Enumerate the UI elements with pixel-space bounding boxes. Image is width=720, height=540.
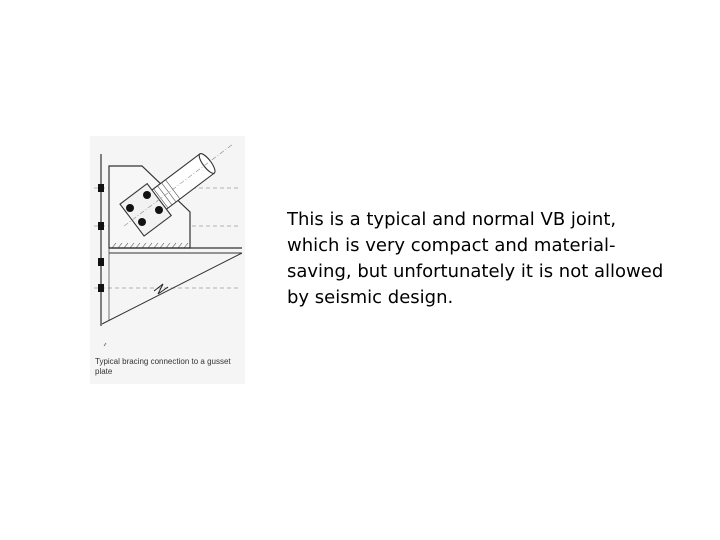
bracing-connection-figure — [90, 136, 245, 384]
gusset-plate-drawing — [90, 136, 245, 384]
break-line-icon — [154, 284, 168, 294]
beam-diagonal — [102, 253, 242, 324]
tick-mark — [104, 343, 106, 346]
figure-caption: Typical bracing connection to a gusset plate — [95, 357, 231, 376]
slide-body-text: This is a typical and normal VB joint, which is very compact and material-saving, but unfortunately it is not allowed by seismic design. — [287, 209, 664, 308]
